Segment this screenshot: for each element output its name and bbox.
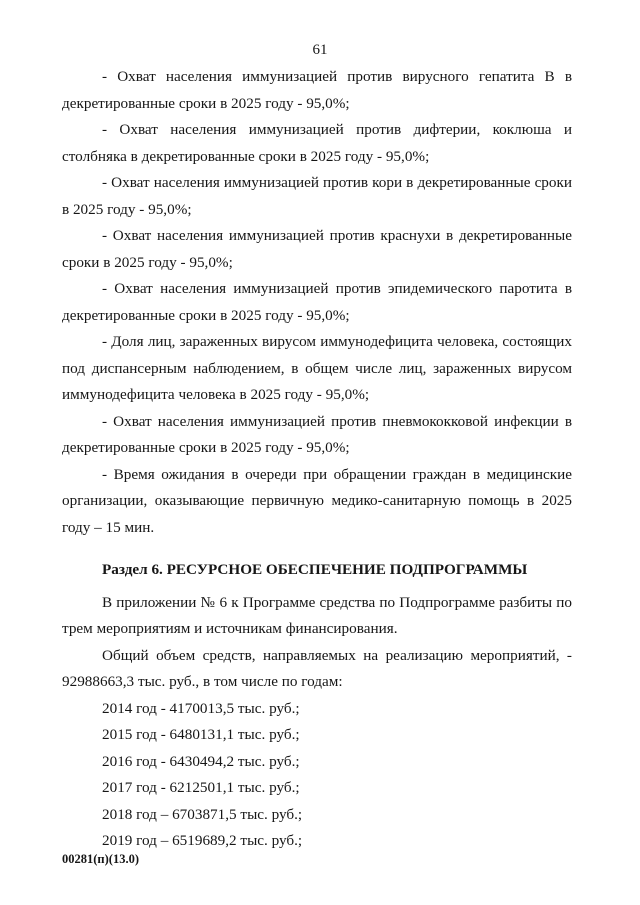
indicator-pneumococcal: - Охват населения иммунизацией против пневмококковой инфекции в декретированные сроки в 2025 году - 95,0%;	[62, 412, 572, 456]
funding-year-2017: 2017 год - 6212501,1 тыс. руб.;	[102, 779, 300, 796]
indicator-rubella: - Охват населения иммунизацией против краснухи в декретированные сроки в 2025 году - 95,0%;	[62, 227, 572, 271]
funding-year-2018: 2018 год – 6703871,5 тыс. руб.;	[102, 805, 303, 823]
section-heading: Раздел 6. РЕСУРСНОЕ ОБЕСПЕЧЕНИЕ ПОДПРОГРАММЫ	[102, 561, 528, 578]
indicator-diphtheria: - Охват населения иммунизацией против дифтерии, коклюша и столбняка в декретированные сроки в 2025 году - 95,0%;	[62, 121, 572, 165]
funding-year-2014: 2014 год - 4170013,5 тыс. руб.;	[102, 699, 300, 717]
indicator-hiv: - Доля лиц, зараженных вирусом иммунодефицита человека, состоящих под диспансерным наблюдением, в общем числе лиц, зараженных вирусом иммунодефицита человека в 2025 году - 95,0%;	[62, 333, 572, 403]
indicator-mumps: - Охват населения иммунизацией против эпидемического паротита в декретированные сроки в 2025 году - 95,0%;	[62, 280, 572, 324]
document-code: 00281(п)(13.0)	[62, 852, 139, 866]
page-number: 61	[312, 42, 328, 58]
funding-by-year-list	[62, 696, 572, 855]
section-intro-paragraph: В приложении № 6 к Программе средства по Подпрограмме разбиты по трем мероприятиям и источникам финансирования.	[62, 593, 572, 637]
indicator-measles: - Охват населения иммунизацией против кори в декретированные сроки в 2025 году - 95,0%;	[62, 174, 572, 218]
funding-year-2016: 2016 год - 6430494,2 тыс. руб.;	[102, 752, 300, 770]
section-total-paragraph: Общий объем средств, направляемых на реализацию мероприятий, - 92988663,3 тыс. руб., в том числе по годам:	[62, 646, 572, 690]
funding-year-2015: 2015 год - 6480131,1 тыс. руб.;	[102, 726, 300, 743]
indicator-hepatitis-b: - Охват населения иммунизацией против вирусного гепатита В в декретированные сроки в 2025 году - 95,0%;	[62, 68, 572, 112]
document-body	[62, 64, 572, 855]
funding-year-2019: 2019 год – 6519689,2 тыс. руб.;	[102, 832, 303, 849]
indicator-waiting-time: - Время ожидания в очереди при обращении граждан в медицинские организации, оказывающие первичную медико-санитарную помощь в 2025 году – 15 мин.	[62, 465, 572, 536]
